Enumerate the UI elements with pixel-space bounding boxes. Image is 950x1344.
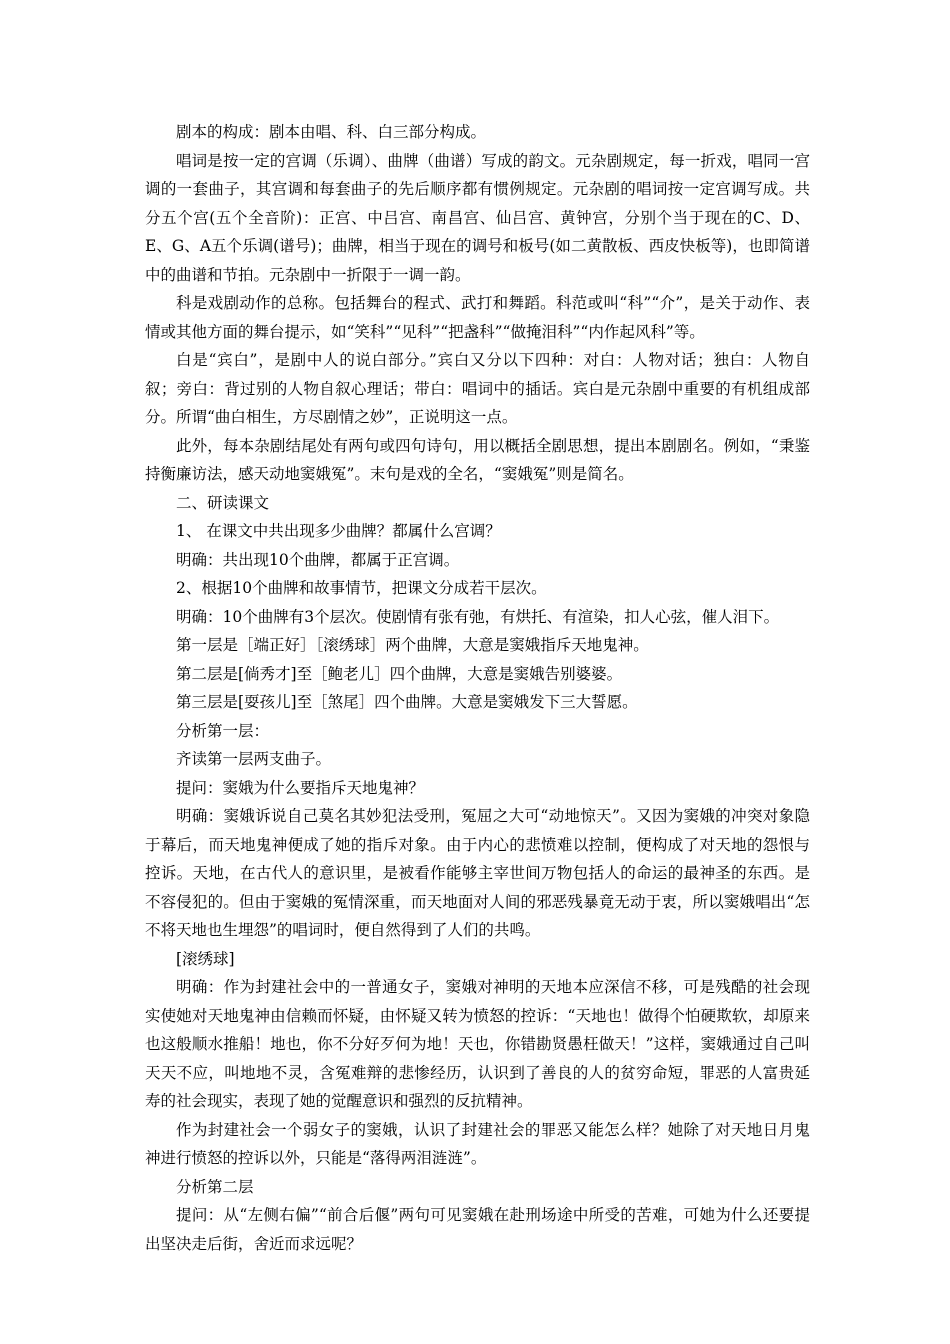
question-why-denounce: 提问：窦娥为什么要指斥天地鬼神？ [176, 778, 425, 797]
question-2: 2、根据10个曲牌和故事情节，把课文分成若干层次。 [176, 579, 547, 597]
document-body [145, 118, 810, 1258]
question-back-street: 提问：从“左侧右偏”“前合后偃”两句可见窦娥在赴刑场途中所受的苦难，可她为什么还要提出坚决走后街，舍近而求远呢？ [145, 1206, 810, 1253]
paragraph-binbai: 白是“宾白”，是剧中人的说白部分。”宾白又分以下四种：对白：人物对话；独白：人物自叙；旁白：背过别的人物自叙心理话；带白：唱词中的插话。宾白是元杂剧中重要的有机组成部分。所谓“曲白相生，方尽剧情之妙”，正说明这一点。 [145, 351, 810, 426]
aria-title-gunxiuqiu: [滚绣球] [176, 949, 235, 968]
analysis-layer-1-heading: 分析第一层： [176, 721, 270, 740]
layer-3-summary: 第三层是[耍孩儿]至［煞尾］四个曲牌。大意是窦娥发下三大誓愿。 [176, 693, 638, 711]
answer-2: 明确：10个曲牌有3个层次。使剧情有张有弛，有烘托、有渲染，扣人心弦，催人泪下。 [176, 607, 780, 626]
answer-why-denounce: 明确：窦娥诉说自己莫名其妙犯法受刑，冤屈之大可“动地惊天”。又因为窦娥的冲突对象隐于幕后，而天地鬼神便成了她的指斥对象。由于内心的悲愤难以控制，便构成了对天地的怨恨与控诉。天地，在古代人的意识里，是被看作能够主宰世间万物包括人的命运的最神圣的东西。是不容侵犯的。但由于窦娥的冤情深重，而天地面对人间的邪恶残暴竟无动于衷，所以窦娥唱出“怎不将天地也生埋怨”的唱词时，便自然得到了人们的共鸣。 [145, 807, 810, 939]
answer-1: 明确：共出现10个曲牌，都属于正宫调。 [176, 550, 460, 569]
layer-1-summary: 第一层是［端正好］［滚绣球］两个曲牌，大意是窦娥指斥天地鬼神。 [176, 636, 649, 654]
paragraph-weak-woman: 作为封建社会一个弱女子的窦娥，认识了封建社会的罪恶又能怎么样？她除了对天地日月鬼神进行愤怒的控诉以外，只能是“落得两泪涟涟”。 [145, 1120, 810, 1167]
section-heading-study-text: 二、研读课文 [176, 493, 270, 512]
paragraph-script-composition: 剧本的构成：剧本由唱、科、白三部分构成。 [176, 123, 487, 141]
paragraph-ke: 科是戏剧动作的总称。包括舞台的程式、武打和舞蹈。科范或叫“科”“介”，是关于动作、表情或其他方面的舞台提示，如“笑科”“见科”“把盏科”“做掩泪科”“内作起风科”等。 [145, 294, 810, 341]
question-1: 1、 在课文中共出现多少曲牌？都属什么宫调？ [176, 522, 501, 540]
analysis-layer-2-heading: 分析第二层 [176, 1177, 254, 1196]
paragraph-lyrics: 唱词是按一定的宫调（乐调）、曲牌（曲谱）写成的韵文。元杂剧规定，每一折戏，唱同一宫调的一套曲子，其宫调和每套曲子的先后顺序都有惯例规定。元杂剧的唱词按一定宫调写成。共分五个宫(五个全音阶)：正宫、中吕宫、南昌宫、仙吕宫、黄钟宫，分别个当于现在的C、D、E、G、A五个乐调(谱号)；曲牌，相当于现在的调号和板号(如二黄散板、西皮快板等)，也即简谱中的曲谱和节拍。元杂剧中一折限于一调一韵。 [145, 151, 810, 284]
paragraph-ending-poem: 此外，每本杂剧结尾处有两句或四句诗句，用以概括全剧思想，提出本剧剧名。例如，“秉鉴持衡廉访法，感天动地窦娥冤”。末句是戏的全名，“窦娥冤”则是简名。 [145, 436, 810, 483]
answer-gunxiuqiu: 明确：作为封建社会中的一普通女子，窦娥对神明的天地本应深信不移，可是残酷的社会现实使她对天地鬼神由信赖而怀疑，由怀疑又转为愤怒的控诉：“天地也！做得个怕硬欺软，却原来也这般顺水推船！地也，你不分好歹何为地！天也，你错勘贤愚枉做天！”这样，窦娥通过自己叫天天不应，叫地地不灵，含冤难辩的悲惨经历，认识到了善良的人的贫穷命短，罪恶的人富贵延寿的社会现实，表现了她的觉醒意识和强烈的反抗精神。 [145, 978, 810, 1110]
read-aloud-instruction: 齐读第一层两支曲子。 [176, 750, 332, 768]
layer-2-summary: 第二层是[倘秀才]至［鲍老儿］四个曲牌，大意是窦娥告别婆婆。 [176, 664, 623, 683]
